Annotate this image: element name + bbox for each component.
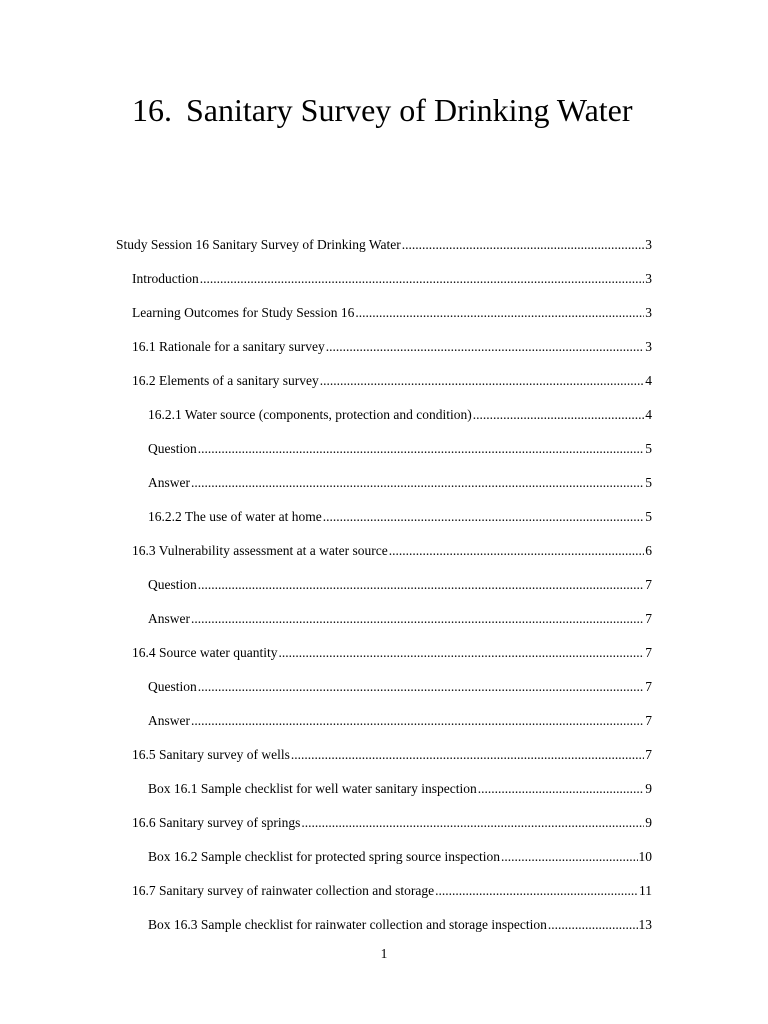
- toc-dot-leader: [402, 235, 644, 255]
- toc-entry-page-number: 4: [645, 407, 652, 422]
- toc-dot-leader: [198, 439, 645, 459]
- toc-dot-leader: [191, 711, 644, 731]
- toc-entry-label: 16.2.2 The use of water at home: [148, 509, 322, 524]
- toc-dot-leader: [291, 745, 644, 765]
- toc-entry[interactable]: [0, 296, 768, 330]
- toc-entry-label: Answer: [148, 475, 190, 490]
- toc-dot-leader: [478, 779, 644, 799]
- toc-entry-label: Box 16.2 Sample checklist for protected spring source inspection: [148, 849, 501, 864]
- toc-entry[interactable]: [0, 908, 768, 942]
- toc-entry[interactable]: [0, 670, 768, 704]
- toc-entry-page-number: 4: [645, 373, 652, 388]
- toc-entry-page-number: 9: [645, 815, 652, 830]
- toc-entry-label: Question: [148, 441, 197, 456]
- toc-dot-leader: [389, 541, 645, 561]
- toc-dot-leader: [435, 881, 638, 901]
- toc-entry-page-number: 13: [638, 917, 652, 932]
- toc-entry-label: Answer: [148, 713, 190, 728]
- toc-entry-label: 16.3 Vulnerability assessment at a water source: [132, 543, 388, 558]
- toc-entry[interactable]: [0, 636, 768, 670]
- toc-entry-label: 16.2 Elements of a sanitary survey: [132, 373, 319, 388]
- toc-dot-leader: [326, 337, 645, 357]
- toc-dot-leader: [473, 405, 645, 425]
- toc-dot-leader: [191, 609, 644, 629]
- toc-entry[interactable]: [0, 738, 768, 772]
- toc-dot-leader: [191, 473, 644, 493]
- page-number-footer: 1: [380, 946, 388, 961]
- toc-dot-leader: [301, 813, 644, 833]
- toc-entry-page-number: 7: [645, 611, 652, 626]
- toc-entry-label: Learning Outcomes for Study Session 16: [132, 305, 355, 320]
- toc-entry-label: Introduction: [132, 271, 199, 286]
- toc-dot-leader: [323, 507, 645, 527]
- toc-entry-page-number: 5: [645, 475, 652, 490]
- title-number: 16.: [132, 92, 172, 128]
- toc-entry-label: 16.1 Rationale for a sanitary survey: [132, 339, 325, 354]
- toc-entry-label: Box 16.3 Sample checklist for rainwater collection and storage inspection: [148, 917, 547, 932]
- toc-entry-label: 16.7 Sanitary survey of rainwater collection and storage: [132, 883, 435, 898]
- toc-entry-page-number: 7: [645, 645, 652, 660]
- toc-entry[interactable]: [0, 500, 768, 534]
- toc-entry-page-number: 3: [645, 339, 652, 354]
- toc-entry[interactable]: [0, 840, 768, 874]
- toc-entry-page-number: 7: [645, 577, 652, 592]
- toc-entry[interactable]: [0, 772, 768, 806]
- page-title: [132, 88, 652, 132]
- table-of-contents: [0, 228, 768, 942]
- toc-entry[interactable]: [0, 364, 768, 398]
- toc-dot-leader: [355, 303, 644, 323]
- toc-entry[interactable]: [0, 602, 768, 636]
- toc-entry[interactable]: [0, 568, 768, 602]
- toc-entry-label: 16.4 Source water quantity: [132, 645, 278, 660]
- toc-dot-leader: [320, 371, 645, 391]
- toc-dot-leader: [198, 677, 645, 697]
- title-text: Sanitary Survey of Drinking Water: [186, 92, 633, 128]
- toc-entry[interactable]: [0, 466, 768, 500]
- toc-entry-page-number: 5: [645, 441, 652, 456]
- toc-entry-page-number: 10: [638, 849, 652, 864]
- toc-dot-leader: [278, 643, 644, 663]
- toc-entry-label: Study Session 16 Sanitary Survey of Drinking Water: [116, 237, 401, 252]
- toc-entry-page-number: 3: [645, 271, 652, 286]
- toc-entry[interactable]: [0, 262, 768, 296]
- toc-dot-leader: [200, 269, 645, 289]
- toc-dot-leader: [548, 915, 638, 935]
- toc-entry-page-number: 7: [645, 713, 652, 728]
- toc-entry-page-number: 5: [645, 509, 652, 524]
- toc-entry-page-number: 6: [645, 543, 652, 558]
- toc-entry-page-number: 9: [645, 781, 652, 796]
- toc-dot-leader: [198, 575, 645, 595]
- toc-entry[interactable]: [0, 704, 768, 738]
- toc-entry-label: Box 16.1 Sample checklist for well water sanitary inspection: [148, 781, 477, 796]
- toc-entry-label: Question: [148, 679, 197, 694]
- toc-entry-page-number: 3: [645, 305, 652, 320]
- toc-entry-label: Answer: [148, 611, 190, 626]
- toc-entry-page-number: 7: [645, 679, 652, 694]
- toc-entry[interactable]: [0, 228, 768, 262]
- toc-entry[interactable]: [0, 874, 768, 908]
- toc-entry[interactable]: [0, 330, 768, 364]
- toc-entry-page-number: 7: [645, 747, 652, 762]
- toc-entry[interactable]: [0, 432, 768, 466]
- toc-entry-label: 16.5 Sanitary survey of wells: [132, 747, 290, 762]
- toc-entry-page-number: 11: [639, 883, 652, 898]
- toc-dot-leader: [501, 847, 637, 867]
- toc-entry-label: 16.2.1 Water source (components, protection and condition): [148, 407, 472, 422]
- toc-entry-label: Question: [148, 577, 197, 592]
- toc-entry[interactable]: [0, 534, 768, 568]
- toc-entry[interactable]: [0, 806, 768, 840]
- toc-entry[interactable]: [0, 398, 768, 432]
- toc-entry-label: 16.6 Sanitary survey of springs: [132, 815, 301, 830]
- toc-entry-page-number: 3: [645, 237, 652, 252]
